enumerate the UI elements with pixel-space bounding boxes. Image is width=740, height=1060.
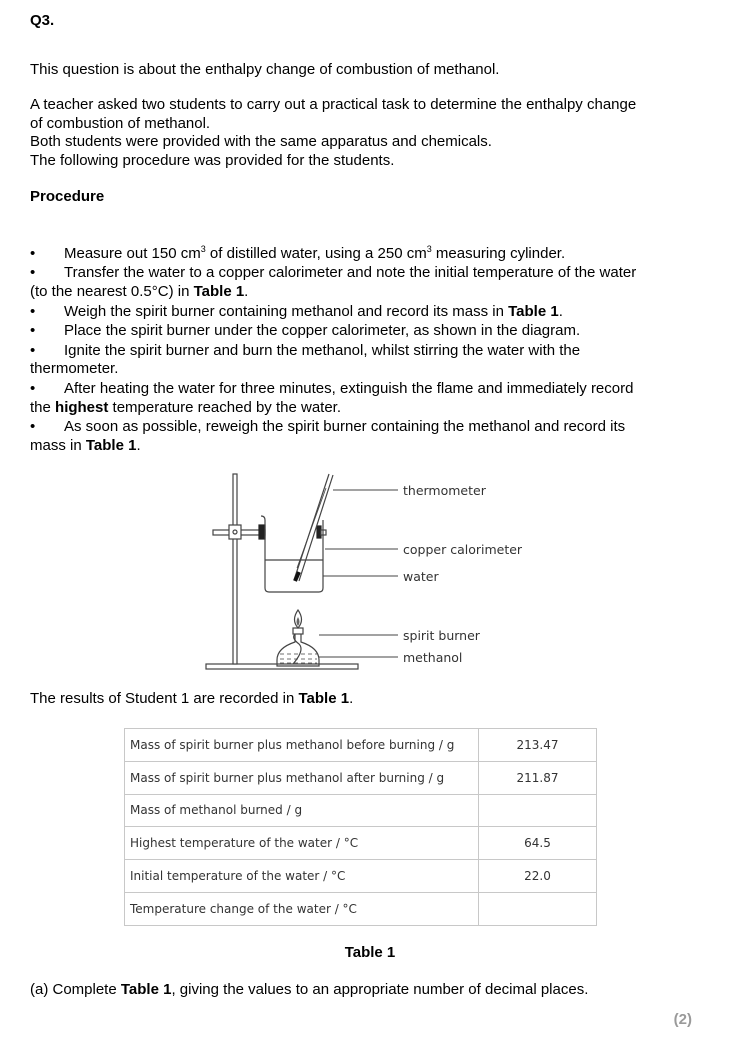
row-value: 64.5 — [479, 827, 597, 860]
row-label: Initial temperature of the water / °C — [125, 860, 479, 893]
answer-cell-temperature-change[interactable] — [479, 892, 597, 925]
procedure-step-continuation: (to the nearest 0.5°C) in Table 1. — [30, 283, 249, 300]
apparatus-illustration — [195, 468, 535, 678]
table-row — [125, 794, 597, 827]
row-label: Mass of spirit burner plus methanol before burning / g — [125, 729, 479, 762]
table-row — [125, 761, 597, 794]
procedure-step: • Weigh the spirit burner containing methanol and record its mass in Table 1. — [30, 303, 563, 320]
procedure-step: • Ignite the spirit burner and burn the methanol, whilst stirring the water with the — [30, 342, 581, 359]
procedure-step: • Measure out 150 $cm^3$ of distilled water, using a 250 $cm^3$ measuring cylinder. — [30, 244, 566, 262]
bullet-icon: • — [30, 418, 36, 435]
procedure-step: • After heating the water for three minutes, extinguish the flame and immediately record — [30, 380, 634, 397]
row-label: Temperature change of the water / °C — [125, 892, 479, 925]
row-value: 211.87 — [479, 761, 597, 794]
procedure-step-continuation: thermometer. — [30, 360, 119, 377]
table-row — [125, 729, 597, 762]
row-label: Mass of spirit burner plus methanol after burning / g — [125, 761, 479, 794]
bullet-icon: • — [30, 245, 36, 262]
label-copper-calorimeter: copper calorimeter — [403, 542, 523, 557]
label-methanol: methanol — [403, 650, 463, 665]
context-line: The following procedure was provided for the students. — [30, 151, 395, 169]
marks-indicator: (2) — [673, 1011, 692, 1028]
bullet-icon: • — [30, 342, 36, 359]
table-row — [125, 892, 597, 925]
label-thermometer: thermometer — [403, 483, 486, 498]
context-line: of combustion of methanol. — [30, 114, 211, 132]
bullet-icon: • — [30, 380, 36, 397]
bullet-icon: • — [30, 303, 36, 320]
question-number: Q3. — [30, 12, 55, 29]
procedure-step-continuation: the highest temperature reached by the water. — [30, 399, 342, 416]
row-label: Highest temperature of the water / °C — [125, 827, 479, 860]
label-water: water — [403, 569, 439, 584]
results-intro: The results of Student 1 are recorded in Table 1. — [30, 690, 354, 707]
procedure-step-continuation: mass in Table 1. — [30, 437, 141, 454]
apparatus-diagram — [195, 468, 535, 678]
table-caption: Table 1 — [344, 944, 396, 961]
context-line: A teacher asked two students to carry out a practical task to determine the enthalpy change — [30, 96, 637, 113]
row-value: 213.47 — [479, 729, 597, 762]
context-line: Both students were provided with the same apparatus and chemicals. — [30, 133, 492, 150]
bullet-icon: • — [30, 264, 36, 281]
bullet-icon: • — [30, 322, 36, 339]
row-label: Mass of methanol burned / g — [125, 794, 479, 827]
question-context — [30, 96, 636, 170]
row-value: 22.0 — [479, 860, 597, 893]
procedure-step: • As soon as possible, reweigh the spirit burner containing the methanol and record its — [30, 418, 626, 435]
procedure-step: • Transfer the water to a copper calorimeter and note the initial temperature of the water — [30, 264, 637, 281]
part-a-prompt: (a) Complete Table 1, giving the values to an appropriate number of decimal places. — [30, 981, 589, 998]
answer-cell-mass-burned[interactable] — [479, 794, 597, 827]
procedure-step: • Place the spirit burner under the copper calorimeter, as shown in the diagram. — [30, 322, 581, 339]
question-intro: This question is about the enthalpy change of combustion of methanol. — [30, 61, 500, 78]
results-table — [124, 728, 597, 926]
table-row — [125, 827, 597, 860]
label-spirit-burner: spirit burner — [403, 628, 480, 643]
table-row — [125, 860, 597, 893]
procedure-heading: Procedure — [30, 188, 105, 205]
